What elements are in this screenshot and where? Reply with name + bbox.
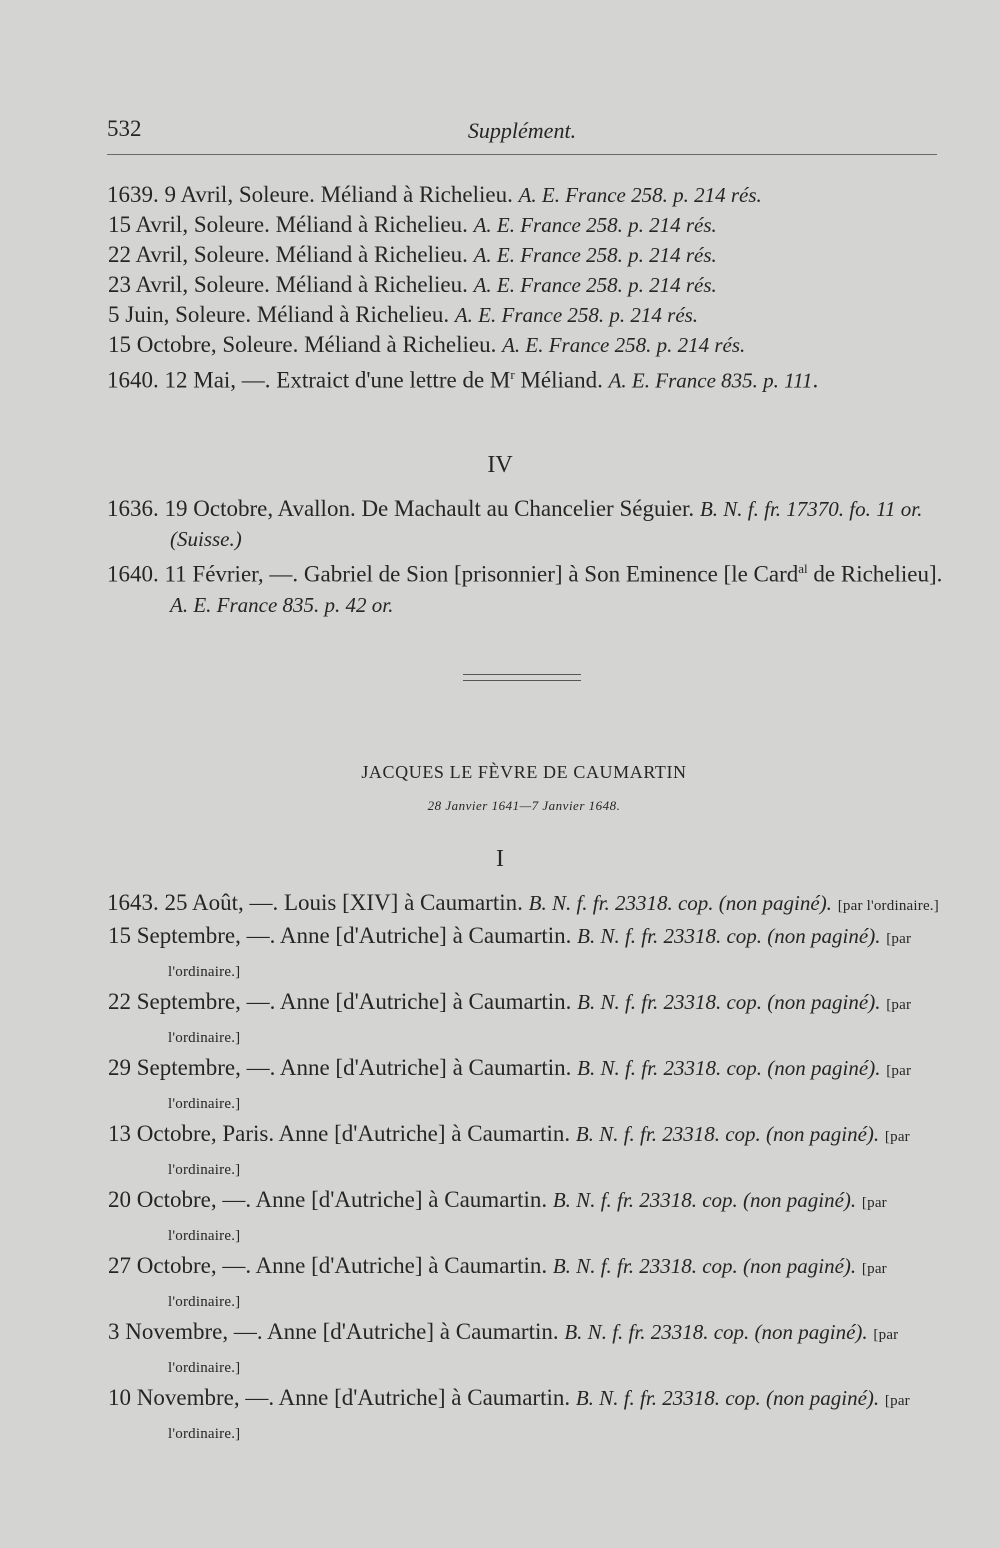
entry <box>0 1119 943 1185</box>
entry <box>0 270 943 300</box>
entry-text: 15 Septembre, —. Anne [d'Autriche] à Caumartin. <box>108 923 578 948</box>
entry-text: 1640. 11 Février, —. Gabriel de Sion [prisonnier] à Son Eminence [le Card <box>107 561 799 587</box>
entry <box>0 1251 943 1317</box>
entry-source: B. N. f. fr. 23318. cop. (non paginé). <box>552 1254 857 1278</box>
entry-source: A. E. France 258. p. 214 rés. <box>473 243 717 267</box>
entry-text: 10 Novembre, —. Anne [d'Autriche] à Caumartin. <box>108 1385 576 1410</box>
entry-note: [par l'ordinaire.] <box>168 1063 912 1112</box>
entry-text: 13 Octobre, Paris. Anne [d'Autriche] à Caumartin. <box>108 1121 576 1146</box>
page-header <box>107 116 937 156</box>
entry-superscript: al <box>798 561 808 576</box>
entry <box>0 210 943 240</box>
entry-note: [par l'ordinaire.] <box>837 898 939 914</box>
entry-source: B. N. f. fr. 23318. cop. (non paginé). <box>552 1188 857 1212</box>
entry-text: 5 Juin, Soleure. Méliand à Richelieu. <box>108 302 455 327</box>
entry-text: 23 Avril, Soleure. Méliand à Richelieu. <box>108 272 474 297</box>
entry <box>0 494 945 554</box>
entry-source: A. E. France 835. p. 111 <box>608 368 813 393</box>
entry <box>0 1317 943 1383</box>
entries-block-three <box>0 888 1000 1449</box>
entry-source: B. N. f. fr. 23318. cop. (non paginé). <box>575 1122 880 1146</box>
entry-source: B. N. f. fr. 23318. cop. (non paginé). <box>575 1386 880 1410</box>
entry-source: B. N. f. fr. 23318. cop. (non paginé). <box>577 924 881 948</box>
entry-text: 3 Novembre, —. Anne [d'Autriche] à Caumartin. <box>108 1319 565 1344</box>
entry <box>0 1383 943 1449</box>
entry-text: 15 Octobre, Soleure. Méliand à Richelieu. <box>108 332 503 357</box>
entry <box>0 240 943 270</box>
section-divider <box>463 674 581 681</box>
entry-note: [par l'ordinaire.] <box>168 931 912 980</box>
entry-source: A. E. France 258. p. 214 rés. <box>473 273 717 297</box>
entry-note: [par l'ordinaire.] <box>168 1393 910 1442</box>
entry <box>0 330 943 360</box>
entries-block-one <box>0 180 1000 396</box>
entry-source: A. E. France 258. p. 214 rés. <box>518 183 762 207</box>
entry-source: B. N. f. fr. 17370. fo. 11 or. (Suisse.) <box>170 497 923 551</box>
entry-text: 27 Octobre, —. Anne [d'Autriche] à Caumartin. <box>108 1253 553 1278</box>
page-number: 532 <box>107 116 142 141</box>
entry-source: A. E. France 258. p. 214 rés. <box>454 303 699 327</box>
entry-source: B. N. f. fr. 23318. cop. (non paginé). <box>528 891 832 915</box>
chapter-title: JACQUES LE FÈVRE DE CAUMARTIN <box>361 762 687 782</box>
entry-text: 1636. 19 Octobre, Avallon. De Machault au Chancelier Séguier. <box>107 496 700 521</box>
entry-note: [par l'ordinaire.] <box>168 1129 910 1178</box>
entry-superscript: r <box>510 367 515 382</box>
entry <box>0 554 945 620</box>
entry-source: B. N. f. fr. 23318. cop. (non paginé). <box>564 1320 868 1344</box>
entry-text: 22 Septembre, —. Anne [d'Autriche] à Caumartin. <box>108 989 578 1014</box>
entry-text: 29 Septembre, —. Anne [d'Autriche] à Caumartin. <box>108 1055 578 1080</box>
entry <box>0 180 945 210</box>
entry-note: [par l'ordinaire.] <box>168 997 912 1046</box>
entry-text: 1640. 12 Mai, —. Extraict d'une lettre de M <box>107 367 511 393</box>
section-numeral-iv: IV <box>487 452 513 478</box>
entry-text: 15 Avril, Soleure. Méliand à Richelieu. <box>108 212 474 237</box>
entry <box>0 1185 943 1251</box>
entry <box>0 360 945 396</box>
header-rule <box>107 154 937 155</box>
running-title: Supplément. <box>467 118 577 143</box>
entries-block-two <box>0 494 1000 620</box>
entry-source: A. E. France 258. p. 214 rés. <box>502 333 746 357</box>
section-numeral-i: I <box>496 846 504 872</box>
entry-text: 1639. 9 Avril, Soleure. Méliand à Richelieu. <box>107 182 519 207</box>
entry <box>0 1053 943 1119</box>
entry <box>0 987 943 1053</box>
entry-note: [par l'ordinaire.] <box>168 1327 899 1376</box>
entry-text-tail: de Richelieu]. <box>807 561 943 587</box>
entry-end: . <box>812 367 819 393</box>
entry-note: [par l'ordinaire.] <box>168 1195 887 1244</box>
entry-source: A. E. France 835. p. 42 or. <box>170 592 394 617</box>
entry-text-tail: Méliand. <box>514 367 609 393</box>
entry-source: A. E. France 258. p. 214 rés. <box>473 213 717 237</box>
entry <box>0 921 943 987</box>
entry <box>0 888 945 921</box>
entry-note: [par l'ordinaire.] <box>168 1261 887 1310</box>
entry-source: B. N. f. fr. 23318. cop. (non paginé). <box>577 1056 881 1080</box>
entry-text: 22 Avril, Soleure. Méliand à Richelieu. <box>108 242 474 267</box>
entry <box>0 300 943 330</box>
entry-text: 1643. 25 Août, —. Louis [XIV] à Caumartin. <box>107 890 529 915</box>
entry-text: 20 Octobre, —. Anne [d'Autriche] à Caumartin. <box>108 1187 553 1212</box>
entry-source: B. N. f. fr. 23318. cop. (non paginé). <box>577 990 881 1014</box>
chapter-dates: 28 Janvier 1641—7 Janvier 1648. <box>427 798 621 813</box>
